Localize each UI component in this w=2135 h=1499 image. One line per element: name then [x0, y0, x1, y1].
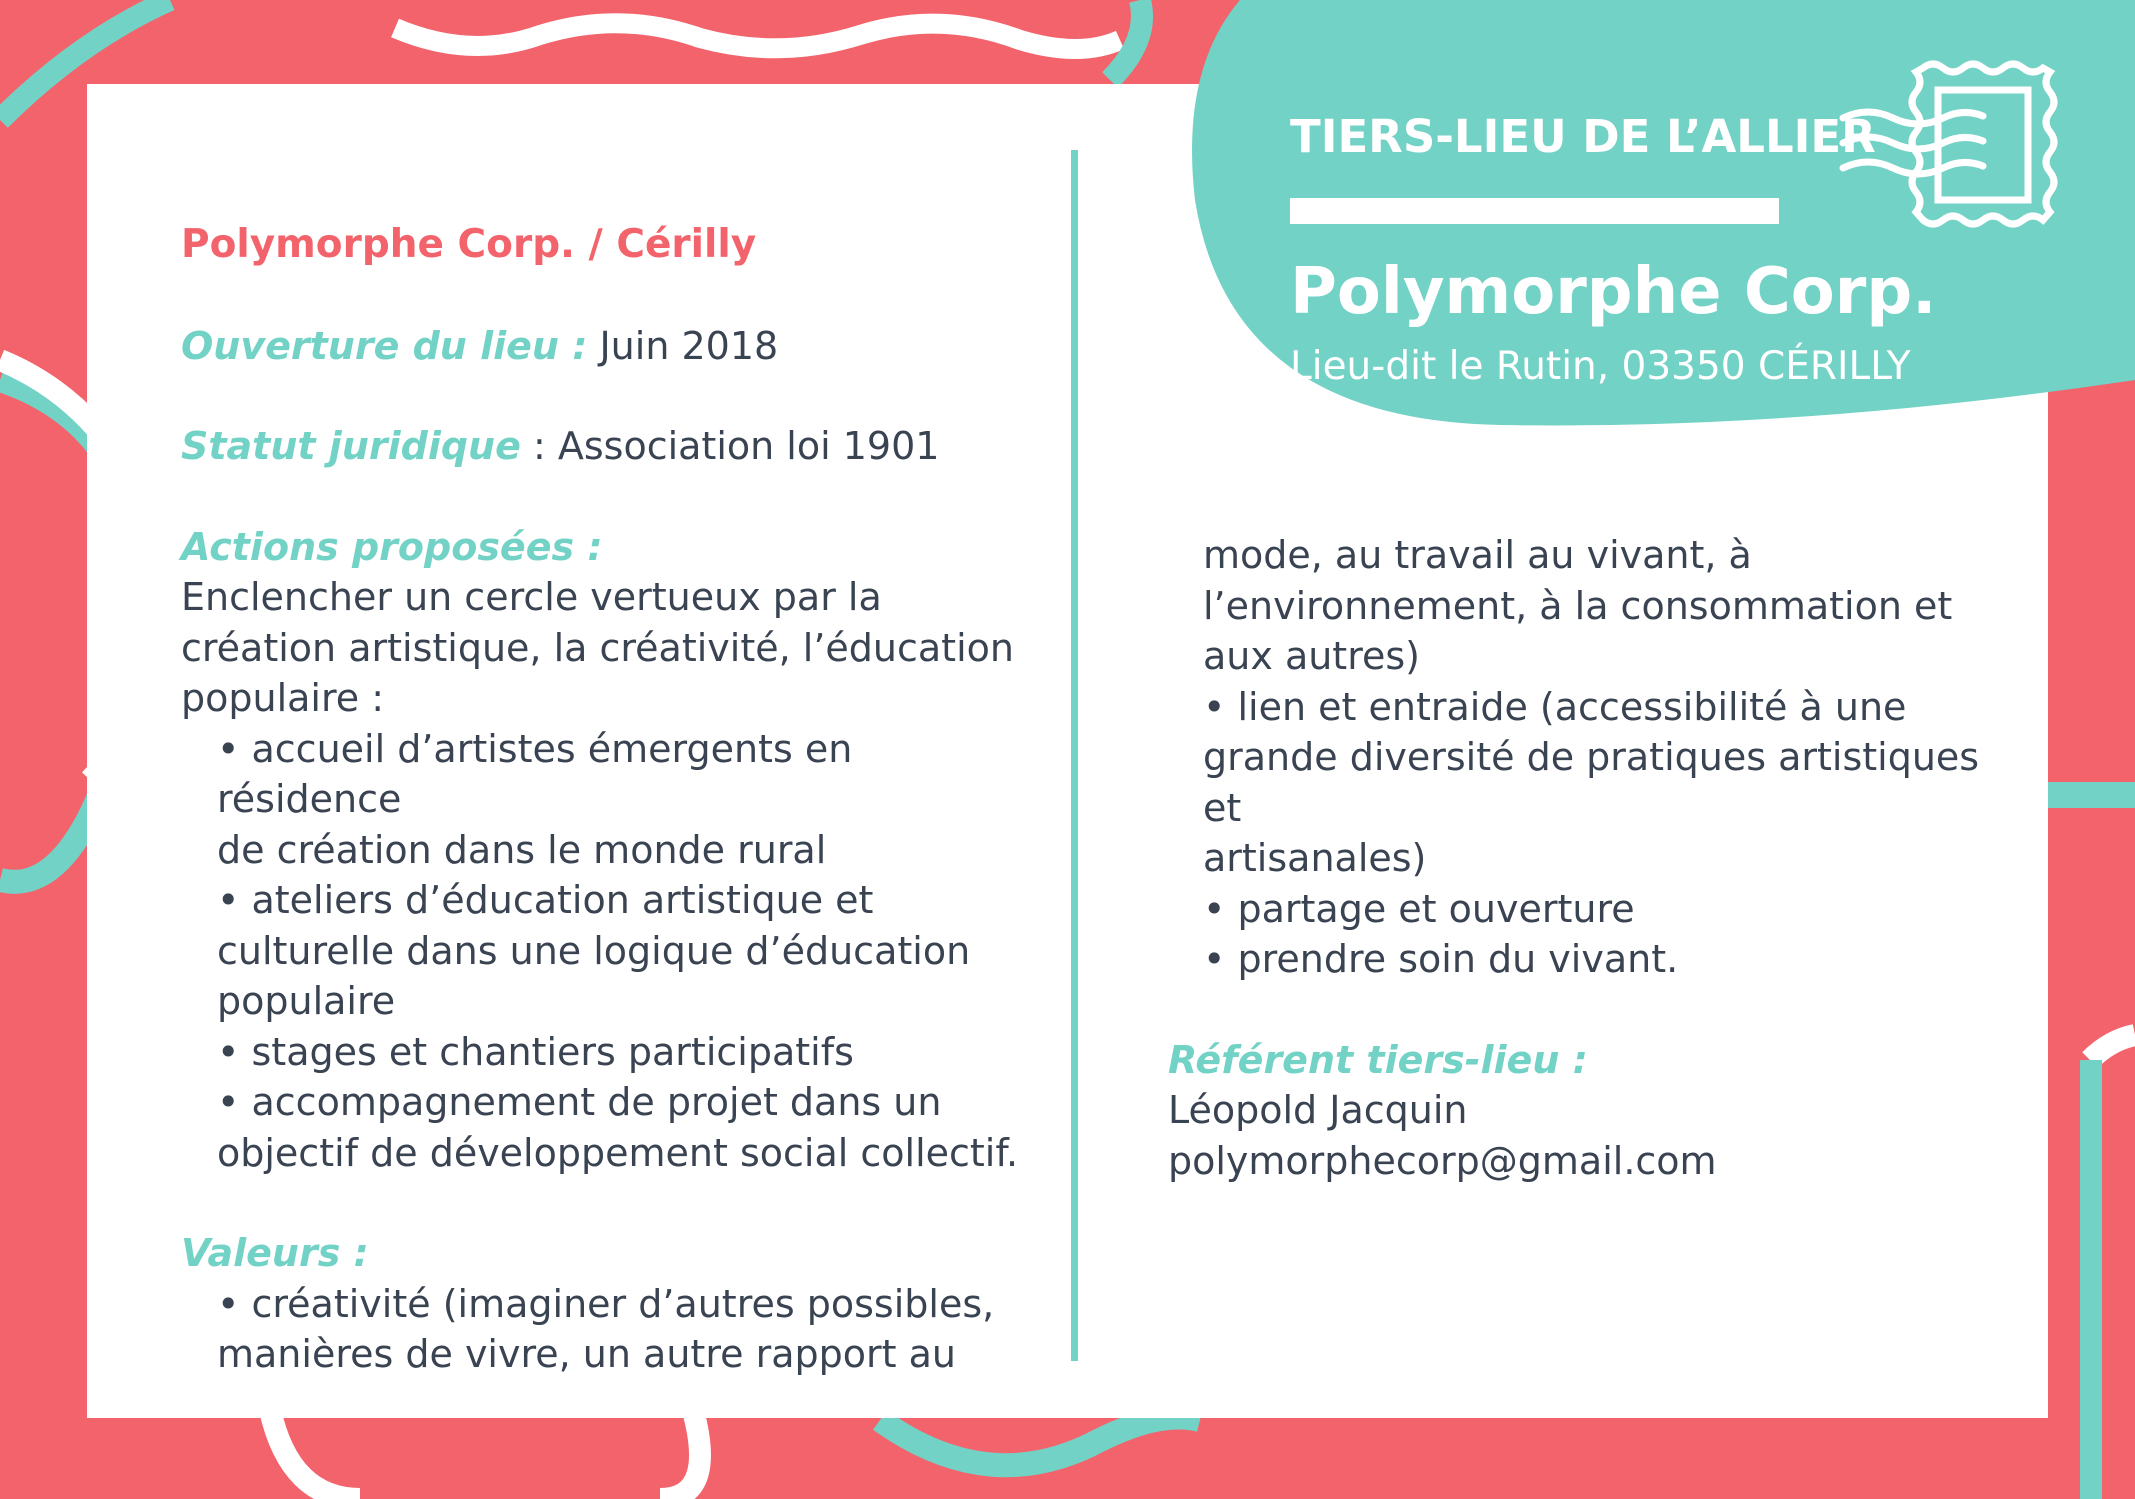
list-item: • partage et ouverture	[1203, 886, 1635, 931]
referent-label: Référent tiers-lieu :	[1168, 1037, 1588, 1082]
left-column	[181, 220, 1041, 1380]
header-name: Polymorphe Corp.	[1290, 255, 1937, 329]
list-item: • stages et chantiers participatifs	[217, 1029, 854, 1074]
values-list-continued	[1168, 530, 2028, 985]
list-item: culturelle dans une logique d’éducation	[217, 928, 971, 973]
list-item: • accompagnement de projet dans un	[217, 1080, 942, 1124]
list-item: populaire	[217, 979, 396, 1023]
actions-intro-line: création artistique, la créativité, l’éducation	[181, 625, 1014, 670]
header-rule	[1290, 198, 1779, 224]
list-item: aux autres)	[1203, 634, 1420, 678]
postage-stamp-icon	[1838, 58, 2063, 233]
actions-intro-line: populaire :	[181, 676, 385, 720]
actions-intro	[181, 572, 1041, 724]
list-item: mode, au travail au vivant, à	[1203, 533, 1752, 577]
values-list	[181, 1279, 1041, 1380]
list-item: • ateliers d’éducation artistique et	[217, 878, 874, 922]
list-item: objectif de développement social collectif.	[217, 1130, 1019, 1175]
opening-value: Juin 2018	[587, 323, 779, 368]
right-column	[1168, 530, 2028, 1186]
place-title: Polymorphe Corp. / Cérilly	[181, 222, 757, 267]
opening-label: Ouverture du lieu :	[181, 323, 588, 368]
status-label: Statut juridique	[181, 424, 521, 468]
referent-email[interactable]: polymorphecorp@gmail.com	[1168, 1138, 1717, 1183]
list-item: grande diversité de pratiques artistiques et	[1203, 735, 1980, 830]
list-item: de création dans le monde rural	[217, 827, 827, 872]
actions-label: Actions proposées :	[181, 524, 603, 569]
list-item: • accueil d’artistes émergents en résidence	[217, 726, 853, 821]
status-line	[181, 421, 1041, 472]
list-item: • lien et entraide (accessibilité à une	[1203, 684, 1907, 729]
list-item: artisanales)	[1203, 836, 1427, 880]
actions-intro-line: Enclencher un cercle vertueux par la	[181, 575, 882, 619]
list-item: l’environnement, à la consommation et	[1203, 583, 1953, 628]
referent-name: Léopold Jacquin	[1168, 1088, 1468, 1132]
list-item: • prendre soin du vivant.	[1203, 937, 1679, 981]
opening-line	[181, 321, 1041, 372]
column-divider	[1071, 150, 1078, 1361]
status-value: : Association loi 1901	[520, 424, 940, 468]
header-kicker: TIERS-LIEU DE L’ALLIER	[1290, 110, 1876, 163]
list-item: • créativité (imaginer d’autres possibles,	[217, 1281, 995, 1326]
list-item: manières de vivre, un autre rapport au	[217, 1332, 956, 1376]
actions-list	[181, 724, 1041, 1179]
header-address: Lieu-dit le Rutin, 03350 CÉRILLY	[1290, 344, 1911, 389]
values-label: Valeurs :	[181, 1231, 369, 1275]
